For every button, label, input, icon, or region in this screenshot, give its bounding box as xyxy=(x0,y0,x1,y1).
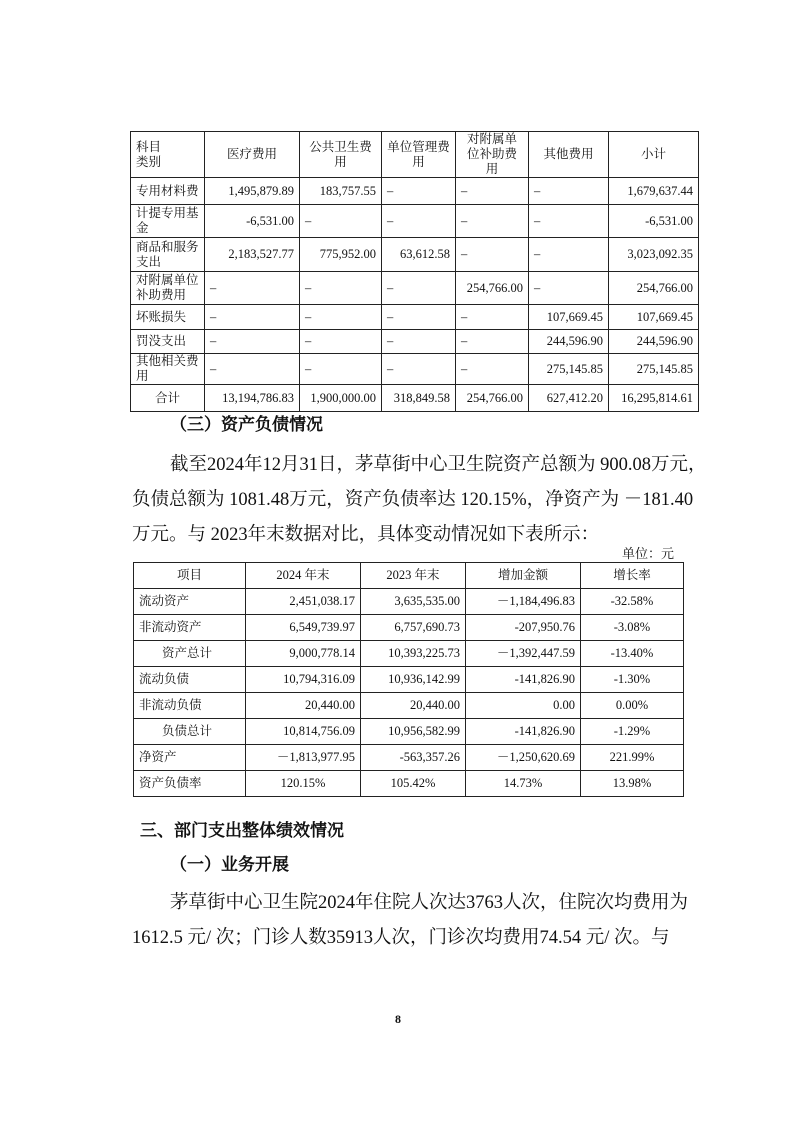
table-cell: 183,757.55 xyxy=(300,178,382,205)
table-cell: -141,826.90 xyxy=(466,719,581,745)
row-label-cell: 资产负债率 xyxy=(134,771,246,797)
header-cell: 项目 xyxy=(134,563,246,589)
expense-table xyxy=(130,131,699,412)
table-cell: -6,531.00 xyxy=(609,205,699,238)
table-cell: 16,295,814.61 xyxy=(609,385,699,412)
table-cell: – xyxy=(205,354,300,385)
table-cell: 0.00% xyxy=(581,693,684,719)
header-cell: 增长率 xyxy=(581,563,684,589)
table-cell: – xyxy=(300,205,382,238)
table-row xyxy=(131,354,699,385)
row-label-cell: 对附属单位补助费用 xyxy=(131,272,205,305)
row-label-cell: 坏账损失 xyxy=(131,305,205,330)
header-cell: 增加金额 xyxy=(466,563,581,589)
table-cell: 105.42% xyxy=(361,771,466,797)
paragraph-line: 截至2024年12月31日，茅草街中心卫生院资产总额为 900.08万元， xyxy=(170,455,707,475)
table-cell: – xyxy=(456,238,529,272)
table-row xyxy=(134,719,684,745)
table-cell: -1.29% xyxy=(581,719,684,745)
table-cell: – xyxy=(529,178,609,205)
table-cell: 13.98% xyxy=(581,771,684,797)
header-cell: 其他费用 xyxy=(529,132,609,178)
table-cell: 10,794,316.09 xyxy=(246,667,361,693)
header-cell: 医疗费用 xyxy=(205,132,300,178)
table-cell: 9,000,778.14 xyxy=(246,641,361,667)
table-cell: – xyxy=(456,178,529,205)
table-row xyxy=(134,745,684,771)
row-label-cell: 流动负债 xyxy=(134,667,246,693)
table-cell: 20,440.00 xyxy=(246,693,361,719)
row-label-cell: 合计 xyxy=(131,385,205,412)
table-row xyxy=(131,330,699,354)
table-cell: 10,393,225.73 xyxy=(361,641,466,667)
header-cell: 2024 年末 xyxy=(246,563,361,589)
table-cell: 318,849.58 xyxy=(382,385,456,412)
table-cell: – xyxy=(382,305,456,330)
page-number: 8 xyxy=(395,1012,401,1026)
paragraph-line: 万元。与 2023年末数据对比，具体变动情况如下表所示： xyxy=(132,525,600,545)
table-cell: -3.08% xyxy=(581,615,684,641)
table-cell: – xyxy=(300,354,382,385)
row-label-cell: 计提专用基金 xyxy=(131,205,205,238)
balance-table xyxy=(133,562,684,797)
table-cell: 2,183,527.77 xyxy=(205,238,300,272)
table-cell: 1,495,879.89 xyxy=(205,178,300,205)
table-row xyxy=(134,771,684,797)
table-cell: 1,679,637.44 xyxy=(609,178,699,205)
table-cell: – xyxy=(529,238,609,272)
unit-label: 单位：元 xyxy=(622,546,675,561)
table-cell: 20,440.00 xyxy=(361,693,466,719)
table-cell: 254,766.00 xyxy=(609,272,699,305)
row-label-cell: 其他相关费用 xyxy=(131,354,205,385)
table-cell: – xyxy=(300,305,382,330)
table-row xyxy=(134,667,684,693)
table-cell: -563,357.26 xyxy=(361,745,466,771)
table-cell: – xyxy=(529,272,609,305)
table-cell: – xyxy=(456,354,529,385)
table-cell: – xyxy=(300,272,382,305)
table-cell: -32.58% xyxy=(581,589,684,615)
header-cell: 对附属单位补助费用 xyxy=(456,132,529,178)
table-cell: -141,826.90 xyxy=(466,667,581,693)
part-heading: 三、部门支出整体绩效情况 xyxy=(140,821,344,840)
table-row xyxy=(134,693,684,719)
table-cell: 275,145.85 xyxy=(609,354,699,385)
table-row xyxy=(131,178,699,205)
table-cell: 775,952.00 xyxy=(300,238,382,272)
table-cell: – xyxy=(205,272,300,305)
table-row xyxy=(131,238,699,272)
table-cell: -1.30% xyxy=(581,667,684,693)
table-cell: – xyxy=(382,205,456,238)
table-cell: 244,596.90 xyxy=(609,330,699,354)
paragraph-line: 茅草街中心卫生院2024年住院人次达3763人次，住院次均费用为 xyxy=(170,893,689,913)
table-cell: – xyxy=(382,354,456,385)
table-cell: – xyxy=(382,178,456,205)
header-cell: 公共卫生费用 xyxy=(300,132,382,178)
header-cell: 2023 年末 xyxy=(361,563,466,589)
paragraph-line: 1612.5 元/ 次；门诊人数35913人次，门诊次均费用74.54 元/ 次。与 xyxy=(132,928,670,948)
table-cell: 254,766.00 xyxy=(456,385,529,412)
table-cell: 13,194,786.83 xyxy=(205,385,300,412)
paragraph-line: 负债总额为 1081.48万元，资产负债率达 120.15%，净资产为 －181.40 xyxy=(132,490,694,510)
table-cell: 6,757,690.73 xyxy=(361,615,466,641)
row-label-cell: 商品和服务支出 xyxy=(131,238,205,272)
row-label-cell: 负债总计 xyxy=(134,719,246,745)
table-cell: 120.15% xyxy=(246,771,361,797)
table-cell: 0.00 xyxy=(466,693,581,719)
header-cell: 科目 类别 xyxy=(131,132,205,178)
table-row xyxy=(134,589,684,615)
table-cell: 3,635,535.00 xyxy=(361,589,466,615)
table-cell: – xyxy=(456,305,529,330)
table-row xyxy=(131,272,699,305)
table-row xyxy=(131,205,699,238)
table-cell: 107,669.45 xyxy=(529,305,609,330)
table-cell: 275,145.85 xyxy=(529,354,609,385)
row-label-cell: 资产总计 xyxy=(134,641,246,667)
table-cell: – xyxy=(205,305,300,330)
table-cell: -207,950.76 xyxy=(466,615,581,641)
table-cell: －1,813,977.95 xyxy=(246,745,361,771)
section-heading: （三）资产负债情况 xyxy=(170,415,323,434)
row-label-cell: 流动资产 xyxy=(134,589,246,615)
table-cell: -6,531.00 xyxy=(205,205,300,238)
row-label-cell: 非流动资产 xyxy=(134,615,246,641)
table-cell: －1,184,496.83 xyxy=(466,589,581,615)
table-header-row xyxy=(131,132,699,178)
table-cell: 3,023,092.35 xyxy=(609,238,699,272)
row-label-cell: 罚没支出 xyxy=(131,330,205,354)
sub-heading: （一）业务开展 xyxy=(170,855,289,874)
table-cell: – xyxy=(456,330,529,354)
row-label-cell: 净资产 xyxy=(134,745,246,771)
table-row xyxy=(134,615,684,641)
table-row xyxy=(134,641,684,667)
header-cell: 小计 xyxy=(609,132,699,178)
row-label-cell: 专用材料费 xyxy=(131,178,205,205)
table-cell: – xyxy=(382,330,456,354)
table-row xyxy=(131,305,699,330)
table-cell: 254,766.00 xyxy=(456,272,529,305)
table-cell: 107,669.45 xyxy=(609,305,699,330)
table-cell: – xyxy=(456,205,529,238)
table-cell: 10,814,756.09 xyxy=(246,719,361,745)
header-cell: 单位管理费用 xyxy=(382,132,456,178)
table-cell: －1,250,620.69 xyxy=(466,745,581,771)
table-cell: – xyxy=(382,272,456,305)
table-cell: 627,412.20 xyxy=(529,385,609,412)
table-cell: 1,900,000.00 xyxy=(300,385,382,412)
table-cell: 10,956,582.99 xyxy=(361,719,466,745)
table-cell: 6,549,739.97 xyxy=(246,615,361,641)
table-cell: -13.40% xyxy=(581,641,684,667)
table-cell: – xyxy=(205,330,300,354)
table-cell: 221.99% xyxy=(581,745,684,771)
table-header-row xyxy=(134,563,684,589)
table-cell: – xyxy=(529,205,609,238)
table-cell: 63,612.58 xyxy=(382,238,456,272)
table-row xyxy=(131,385,699,412)
table-cell: 14.73% xyxy=(466,771,581,797)
table-cell: 244,596.90 xyxy=(529,330,609,354)
row-label-cell: 非流动负债 xyxy=(134,693,246,719)
table-cell: 2,451,038.17 xyxy=(246,589,361,615)
table-cell: －1,392,447.59 xyxy=(466,641,581,667)
table-cell: 10,936,142.99 xyxy=(361,667,466,693)
table-cell: – xyxy=(300,330,382,354)
